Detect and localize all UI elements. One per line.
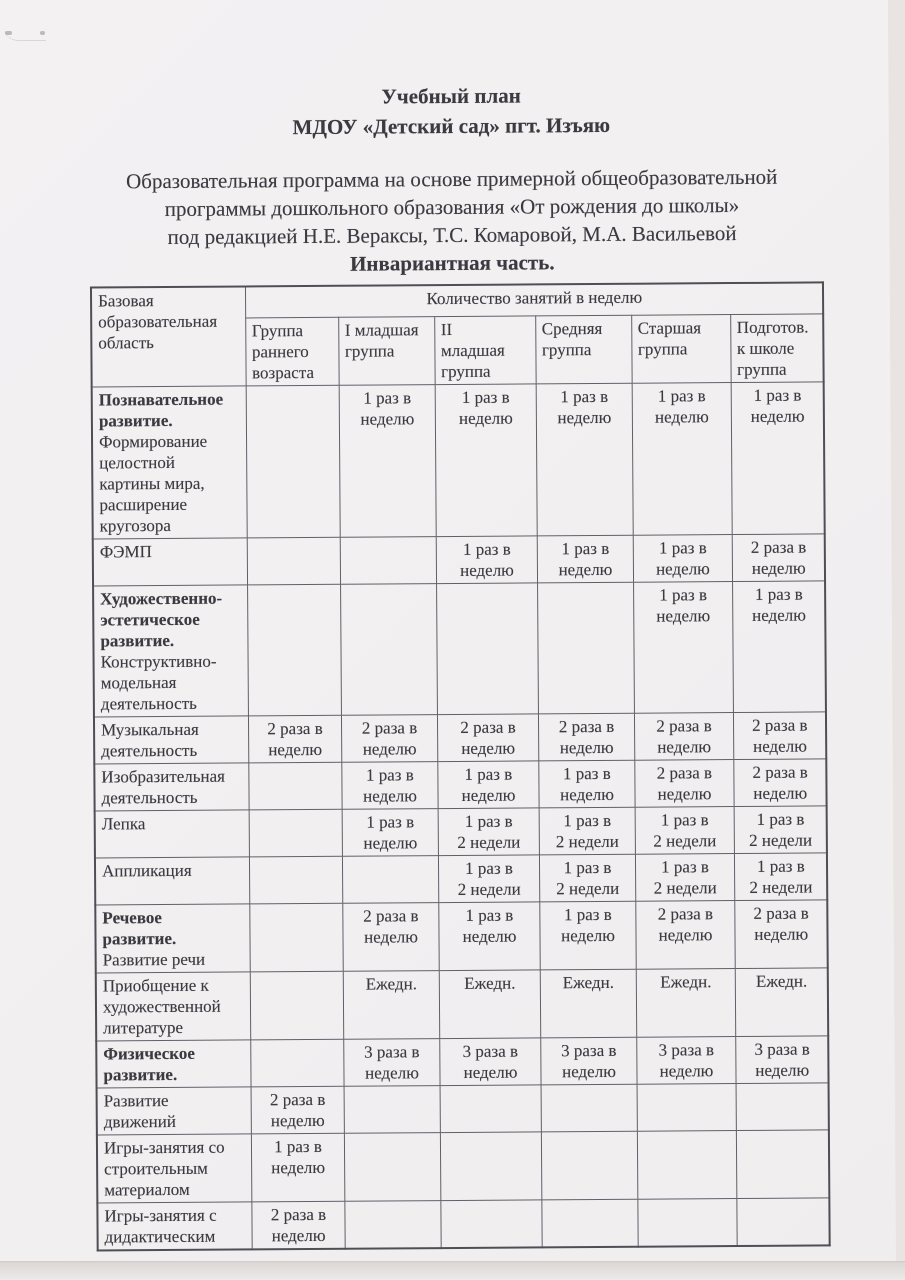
value-cell: 1 раз в 2 недели bbox=[539, 807, 635, 855]
table-row bbox=[97, 1197, 829, 1250]
table-row bbox=[95, 852, 827, 904]
value-cell: 1 раз в неделю bbox=[633, 534, 732, 582]
group-header-middle: Средняя группа bbox=[535, 315, 631, 384]
row-label-cell bbox=[96, 1039, 250, 1087]
row-label-cell bbox=[94, 762, 248, 810]
program-description bbox=[0, 162, 905, 280]
value-cell: 1 раз в 2 недели bbox=[734, 805, 827, 853]
value-cell: 2 раза в неделю bbox=[538, 713, 634, 761]
group-header-preschool: Подготов. к школе группа bbox=[730, 313, 824, 382]
group-header-early-age: Группа раннего возраста bbox=[245, 317, 338, 386]
value-cell bbox=[340, 536, 436, 584]
value-cell: 1 раз в неделю bbox=[342, 808, 438, 856]
row-label-cell bbox=[97, 1201, 251, 1250]
value-cell: 2 раза в неделю bbox=[734, 899, 828, 968]
scanner-bed-bottom-edge bbox=[0, 1261, 905, 1280]
program-line-1: Образовательная программа на основе примерной общеобразовательной bbox=[125, 164, 778, 194]
section-title: Инвариантная часть. bbox=[349, 250, 555, 276]
value-cell: 1 раз в неделю bbox=[438, 901, 539, 970]
row-label-bold: Физическое развитие. bbox=[103, 1043, 195, 1084]
value-cell: 2 раза в неделю bbox=[635, 900, 734, 969]
value-cell: 2 раза в неделю bbox=[732, 533, 825, 581]
row-label-cell bbox=[97, 1086, 251, 1134]
group-header-senior: Старшая группа bbox=[631, 314, 730, 383]
curriculum-table bbox=[90, 281, 831, 1251]
value-cell: 2 раза в неделю bbox=[251, 1201, 344, 1249]
row-label-regular: Изобразительная деятельность bbox=[101, 766, 226, 807]
value-cell bbox=[247, 584, 341, 716]
document-title bbox=[0, 78, 904, 144]
value-cell: 2 раза в неделю bbox=[634, 712, 733, 760]
row-label-cell bbox=[95, 856, 249, 904]
value-cell: 1 раз в 2 недели bbox=[438, 854, 539, 902]
row-label-bold: Познавательное развитие. bbox=[98, 389, 224, 430]
value-cell: 1 раз в 2 недели bbox=[438, 807, 539, 855]
value-cell: Ежедн. bbox=[636, 968, 735, 1037]
value-cell bbox=[440, 1131, 541, 1200]
value-cell: 1 раз в неделю bbox=[632, 382, 732, 535]
value-cell: 1 раз в неделю bbox=[633, 581, 733, 713]
value-cell: 1 раз в неделю bbox=[437, 760, 538, 808]
value-cell bbox=[736, 1197, 829, 1245]
value-cell bbox=[249, 809, 342, 857]
value-cell: 2 раза в неделю bbox=[733, 711, 826, 759]
group-header-junior-2: II младшая группа bbox=[434, 315, 535, 384]
value-cell: 2 раза в неделю bbox=[437, 713, 538, 761]
group-header-junior-1: I младшая группа bbox=[338, 316, 434, 385]
row-label-cell bbox=[96, 971, 250, 1040]
table-row bbox=[94, 758, 826, 810]
row-label-regular: Развитие речи bbox=[102, 949, 206, 969]
value-cell: 1 раз в неделю bbox=[538, 760, 634, 808]
value-cell bbox=[250, 1039, 343, 1087]
title-line-2: МДОУ «Детский сад» пгт. Изъяю bbox=[292, 112, 611, 140]
value-cell: 1 раз в 2 недели bbox=[635, 853, 734, 901]
row-label-regular: Аппликация bbox=[101, 860, 192, 880]
value-cell: 1 раз в неделю bbox=[435, 383, 537, 536]
value-cell: 2 раза в неделю bbox=[634, 759, 733, 807]
value-cell bbox=[342, 855, 438, 903]
value-cell bbox=[736, 1129, 830, 1198]
value-cell: 1 раз в неделю bbox=[537, 535, 633, 583]
row-label-regular: Лепка bbox=[101, 813, 146, 833]
table-row bbox=[95, 899, 828, 972]
value-cell bbox=[440, 1199, 541, 1247]
value-cell bbox=[250, 971, 343, 1040]
value-cell: Ежедн. bbox=[540, 969, 636, 1038]
table-row bbox=[93, 533, 825, 585]
row-label-regular: Развитие движений bbox=[103, 1090, 177, 1131]
corner-header-cell: Базовая образовательная область bbox=[91, 286, 246, 386]
table-row bbox=[92, 381, 825, 538]
value-cell: 1 раз в неделю bbox=[732, 580, 826, 712]
value-cell: 3 раза в неделю bbox=[735, 1035, 828, 1083]
value-cell bbox=[436, 582, 538, 714]
row-label-cell bbox=[97, 1133, 251, 1202]
value-cell: 1 раз в неделю bbox=[731, 381, 825, 534]
row-label-cell bbox=[93, 537, 247, 585]
value-cell: Ежедн. bbox=[439, 969, 540, 1038]
row-label-regular: Приобщение к художественной литературе bbox=[102, 975, 221, 1037]
value-cell: 1 раз в неделю bbox=[339, 384, 436, 537]
row-label-cell bbox=[94, 715, 248, 763]
value-cell bbox=[537, 582, 634, 714]
value-cell: 1 раз в 2 недели bbox=[539, 854, 635, 902]
value-cell: 3 раза в неделю bbox=[343, 1038, 439, 1086]
program-line-2: программы дошкольного образования «От рождения до школы» bbox=[164, 192, 740, 222]
row-label-cell bbox=[95, 903, 249, 972]
value-cell bbox=[344, 1200, 440, 1248]
table-header-row-1 bbox=[91, 282, 823, 318]
value-cell: 1 раз в неделю bbox=[536, 383, 633, 536]
value-cell: 1 раз в 2 недели bbox=[635, 806, 734, 854]
row-label-regular: Игры-занятия со строительным материалом bbox=[103, 1137, 225, 1199]
value-cell bbox=[344, 1085, 440, 1133]
value-cell bbox=[736, 1082, 829, 1130]
value-cell bbox=[541, 1199, 637, 1247]
row-label-bold: Речевое развитие. bbox=[102, 907, 177, 948]
value-cell bbox=[248, 762, 341, 810]
value-cell: 2 раза в неделю bbox=[251, 1086, 344, 1134]
table-row bbox=[96, 967, 829, 1040]
value-cell: 1 раз в неделю bbox=[341, 761, 437, 809]
row-label-regular: Конструктивно- модельная деятельность bbox=[100, 651, 217, 713]
row-label-cell bbox=[93, 584, 248, 716]
table-row bbox=[93, 580, 826, 716]
row-label-cell bbox=[95, 809, 249, 857]
value-cell bbox=[246, 385, 340, 538]
value-cell: 1 раз в неделю bbox=[436, 535, 537, 583]
value-cell: 2 раза в неделю bbox=[341, 714, 437, 762]
row-label-regular: Формирование целостной картины мира, расширение кругозора bbox=[98, 431, 208, 535]
value-cell bbox=[541, 1131, 637, 1200]
value-cell: 3 раза в неделю bbox=[636, 1036, 735, 1084]
span-header-cell: Количество занятий в неделю bbox=[245, 282, 823, 317]
title-line-1: Учебный план bbox=[381, 83, 521, 109]
row-label-regular: ФЭМП bbox=[99, 541, 152, 561]
value-cell: 1 раз в неделю bbox=[539, 901, 635, 970]
row-label-bold: Художественно- эстетическое развитие. bbox=[100, 588, 223, 650]
table-row bbox=[97, 1082, 829, 1134]
value-cell: 2 раза в неделю bbox=[342, 902, 438, 971]
value-cell bbox=[247, 537, 340, 585]
table-row bbox=[95, 805, 827, 857]
value-cell: 3 раза в неделю bbox=[439, 1037, 540, 1085]
value-cell bbox=[637, 1198, 736, 1246]
value-cell bbox=[541, 1084, 637, 1132]
value-cell bbox=[637, 1083, 736, 1131]
value-cell bbox=[249, 903, 342, 972]
value-cell: Ежедн. bbox=[343, 970, 439, 1039]
value-cell: 2 раза в неделю bbox=[248, 715, 341, 763]
row-label-regular: Игры-занятия с дидактическим bbox=[104, 1205, 217, 1246]
row-label-regular: Музыкальная деятельность bbox=[100, 719, 199, 760]
value-cell: 1 раз в 2 недели bbox=[734, 852, 827, 900]
value-cell bbox=[637, 1130, 736, 1199]
value-cell bbox=[340, 583, 437, 715]
table-row bbox=[97, 1129, 830, 1202]
program-line-3: под редакцией Н.Е. Вераксы, Т.С. Комаровой, М.А. Васильевой bbox=[167, 221, 737, 249]
table-row bbox=[96, 1035, 828, 1087]
row-label-cell bbox=[92, 385, 247, 538]
value-cell: 3 раза в неделю bbox=[540, 1037, 636, 1085]
value-cell bbox=[344, 1132, 440, 1201]
value-cell bbox=[440, 1084, 541, 1132]
value-cell: 2 раза в неделю bbox=[733, 758, 826, 806]
value-cell: Ежедн. bbox=[735, 967, 829, 1036]
value-cell: 1 раз в неделю bbox=[251, 1133, 344, 1202]
table-row bbox=[94, 711, 826, 763]
value-cell bbox=[249, 856, 342, 904]
